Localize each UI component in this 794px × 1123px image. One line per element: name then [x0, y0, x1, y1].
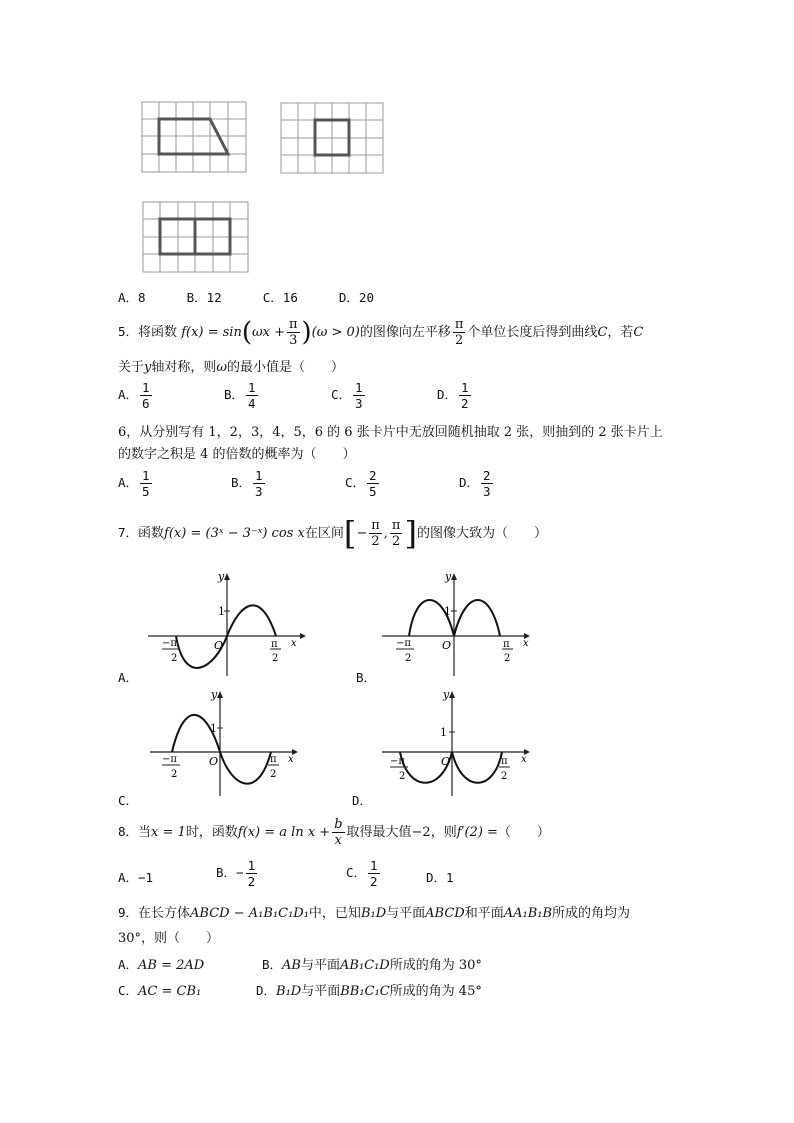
curve [400, 752, 502, 783]
svg-text:2: 2 [171, 653, 178, 664]
q5-option-d[interactable]: D． $\frac{1}{2}$ [437, 380, 469, 411]
q7-option-d-label[interactable]: D． [352, 793, 373, 808]
q5-option-a[interactable]: A． $\frac{1}{6}$ [118, 380, 150, 411]
q4-option-b[interactable]: B．12 [186, 290, 222, 305]
q6-option-a[interactable]: A． $\frac{1}{5}$ [118, 468, 150, 499]
q8-option-d[interactable]: D．1 [426, 870, 454, 885]
q7-graph-c[interactable] [146, 688, 306, 800]
svg-text:2: 2 [272, 653, 279, 664]
q4-options [118, 289, 374, 307]
q7-graph-d[interactable] [378, 688, 538, 800]
q9-option-d[interactable]: D．B₁D与平面BB₁C₁C所成的角为 45° [256, 983, 482, 999]
q7-graph-b[interactable] [378, 568, 538, 680]
one-label: 1 [218, 605, 225, 618]
q5-option-b[interactable]: B． $\frac{1}{4}$ [224, 380, 256, 411]
q7-option-c-label[interactable]: C． [118, 793, 139, 808]
q9-option-a[interactable]: A．AB = 2AD [118, 957, 205, 973]
pos-half-pi: π [271, 639, 278, 650]
q7-option-b-label[interactable]: B． [356, 670, 377, 685]
q6-option-d[interactable]: D． $\frac{2}{3}$ [459, 468, 491, 499]
three-view-figures [0, 0, 794, 280]
q9-stem-line2: 30°，则（ ） [118, 931, 220, 946]
svg-text:O: O [209, 755, 219, 768]
svg-text:−π: −π [390, 756, 405, 767]
svg-text:2: 2 [504, 653, 511, 664]
origin-label: O [214, 639, 224, 652]
q9-stem-line1: 9．在长方体ABCD − A₁B₁C₁D₁中，已知B₁D与平面ABCD和平面AA₁B₁B所成的角均为 [118, 905, 631, 921]
q8-stem: 8．当x = 1时，函数f(x) = a ln x + $\frac{b}{x}$ 取得最大值−2，则f′(2) =（ ） [118, 817, 550, 848]
q5-option-c[interactable]: C． $\frac{1}{3}$ [331, 380, 363, 411]
svg-text:2: 2 [405, 653, 412, 664]
y-label: y [218, 570, 225, 583]
q6-option-c[interactable]: C． $\frac{2}{5}$ [345, 468, 377, 499]
q8-option-b[interactable]: B．− $\frac{1}{2}$ [216, 858, 256, 889]
curve [172, 715, 271, 784]
svg-text:y: y [445, 570, 452, 583]
side-view-grid [281, 103, 383, 173]
q8-option-a[interactable]: A．−1 [118, 870, 154, 885]
q5-stem-line2: 关于y轴对称，则ω的最小值是（ ） [118, 360, 345, 375]
svg-text:π: π [501, 756, 508, 767]
q4-option-a[interactable]: A．8 [118, 290, 146, 305]
svg-text:2: 2 [270, 769, 277, 780]
q8-option-c[interactable]: C． $\frac{1}{2}$ [346, 858, 378, 889]
svg-text:y: y [211, 688, 218, 701]
q4-option-d[interactable]: D．20 [338, 290, 374, 305]
svg-text:−π: −π [396, 638, 411, 649]
svg-text:1: 1 [210, 722, 217, 735]
svg-text:1: 1 [444, 605, 451, 618]
q7-graph-a[interactable] [140, 568, 310, 680]
q7-stem: 7．函数f(x) = (3ˣ − 3⁻ˣ) cos x在区间[− $\frac{\pi}{2}$ , $\frac{\pi}{2}$ ]的图像大致为（ ） [118, 514, 547, 553]
q4-option-c[interactable]: C．16 [262, 290, 298, 305]
svg-text:2: 2 [399, 771, 406, 782]
svg-text:O: O [441, 755, 451, 768]
svg-text:y: y [443, 688, 450, 701]
svg-text:x: x [288, 754, 294, 765]
svg-text:x: x [523, 638, 529, 649]
curve [176, 605, 279, 668]
q9-option-c[interactable]: C．AC = CB₁ [118, 983, 202, 999]
q5-stem-line1: 5．将函数 f(x) = sin(ωx + $\frac{\pi}{3}$ )(ω > 0)的图像向左平移 $\frac{\pi}{2}$ 个单位长度后得到曲线C，若C [118, 317, 644, 348]
q6-option-b[interactable]: B． $\frac{1}{3}$ [231, 468, 263, 499]
svg-text:π: π [503, 639, 510, 650]
q9-option-b[interactable]: B．AB与平面AB₁C₁D所成的角为 30° [262, 957, 482, 973]
q6-stem-line2: 的数字之积是 4 的倍数的概率为（ ） [118, 447, 356, 462]
q7-option-a-label[interactable]: A． [118, 670, 139, 685]
svg-text:2: 2 [501, 771, 508, 782]
q6-stem-line1: 6，从分别写有 1，2，3，4，5，6 的 6 张卡片中无放回随机抽取 2 张，则抽到的 2 张卡片上 [118, 425, 663, 440]
svg-text:2: 2 [171, 769, 178, 780]
svg-text:−π: −π [162, 754, 177, 765]
x-label: x [291, 638, 297, 649]
svg-text:1: 1 [440, 726, 447, 739]
svg-text:π: π [270, 754, 277, 765]
neg-half-pi: −π [162, 638, 177, 649]
svg-text:x: x [521, 754, 527, 765]
svg-text:O: O [442, 639, 452, 652]
